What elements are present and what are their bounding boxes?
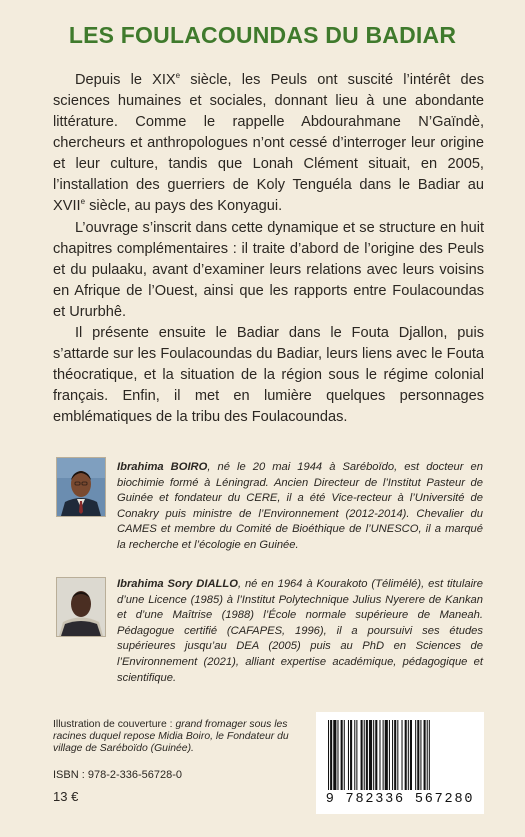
barcode-bar [385,720,388,790]
barcode-bar [424,720,426,790]
barcode-bar [389,720,390,790]
barcode-bar [356,720,357,790]
barcode-bar [429,720,430,790]
paragraph-intro-part1: Depuis le XIX [75,72,176,88]
credit-label: Illustration de couverture : [53,719,176,730]
barcode-bar [373,720,374,790]
isbn: ISBN : 978-2-336-56728-0 [53,769,183,781]
barcode [316,712,484,814]
superscript: e [80,197,86,207]
barcode-bar [364,720,365,790]
barcode-bar [383,720,384,790]
barcode-bar [330,720,332,790]
cover-illustration-credit [53,719,313,756]
paragraph-intro [53,70,484,217]
credit-text: grand fromager sous les racines duquel repose Midia Boiro, le Fondateur du village de Saréboïdo (Guinée). [53,719,289,755]
author-bio-text: , né en 1964 à Kourakoto (Télimélé), est titulaire d’une Licence (1985) à l’Institut Polytechnique Julius Nyerere de Kankan et d’une Maîtrise (1988) l’École normale supérieure de Maneah. Pédagogue certifié (CAFAPES, 1996), il a poursuivi ses études supérieures jusqu’au DEA (2005) puis au PhD en Sciences de l’Environnement (2021), alliant expertise académique, pédagogique et scientifique. [117,578,484,684]
barcode-bar [375,720,377,790]
barcode-bar [337,720,338,790]
barcode-bar [394,720,396,790]
barcode-bar [405,720,407,790]
superscript: e [175,71,181,81]
barcode-bar [408,720,409,790]
barcode-bar [344,720,345,790]
book-title: LES FOULACOUNDAS DU BADIAR [68,22,457,48]
paragraph-content: Il présente ensuite le Badiar dans le Fouta Djallon, puis s’attarde sur les Foulacoundas du Badiar, leurs liens avec le Fouta théocratique, et la situation de la région sous le régime colonial français. Enfin, il met en lumière quelques personnages emblématiques de la tribu des Foulacoundas. [53,325,484,425]
paragraph-intro-part2: siècle, les Peuls ont suscité l’intérêt des sciences humaines et sociales, donnant lieu à une abondante littérature. Comme le rappelle Abdourahmane N’Gaïndè, chercheurs et anthropologues n’ont cessé d’interroger leur origine et leur culture, tandis que Lonah Clément situait, en 2005, l’installation des guerriers de Koly Tenguéla dans le Badiar au XVII [53,72,484,214]
barcode-bar [354,720,355,790]
author-photo-diallo [56,577,106,637]
barcode-bar [415,720,416,790]
barcode-bar [410,720,412,790]
paragraph-structure: L’ouvrage s’inscrit dans cette dynamique et se structure en huit chapitres complémentaires : il traite d’abord de l’origine des Peuls et du pulaaku, avant d’examiner leurs relations avec leurs voisins en Afrique de l’Ouest, ainsi que les rapports entre Foulacoundas et Ururbhê. [53,220,484,320]
barcode-bar [333,720,336,790]
barcode-bar [328,720,329,790]
barcode-bar [402,720,403,790]
barcode-bars [326,720,474,792]
barcode-bar [348,720,349,790]
barcode-bar [361,720,363,790]
author-photo-boiro [56,457,106,517]
paragraph-intro-part3: siècle, au pays des Konyagui. [85,198,283,214]
barcode-bar [350,720,352,790]
price: 13 € [53,789,79,804]
barcode-bar [417,720,419,790]
author-name: Ibrahima Sory DIALLO [117,578,238,590]
author-bio-diallo [117,577,483,686]
barcode-bar [366,720,368,790]
barcode-bar [392,720,393,790]
barcode-bar [420,720,421,790]
barcode-number: 9 782336 567280 [325,792,475,807]
barcode-bar [379,720,380,790]
barcode-bar [369,720,372,790]
author-bio-boiro [117,460,483,554]
barcode-bar [341,720,343,790]
barcode-bar [427,720,428,790]
barcode-bar [397,720,398,790]
author-name: Ibrahima BOIRO [117,461,208,473]
author-bio-text: , né le 20 mai 1944 à Saréboïdo, est docteur en biochimie formé à Léningrad. Ancien Directeur de l’Institut Pasteur de Guinée et fondateur du CERE, il a été Vice-recteur à l’Université de Conakry puis ministre de l’Environnement (2012-2014). Chevalier du CAMES et membre du Comité de Bioéthique de l’UNESCO, il a marqué la recherche et l’écologie en Guinée. [117,461,483,551]
